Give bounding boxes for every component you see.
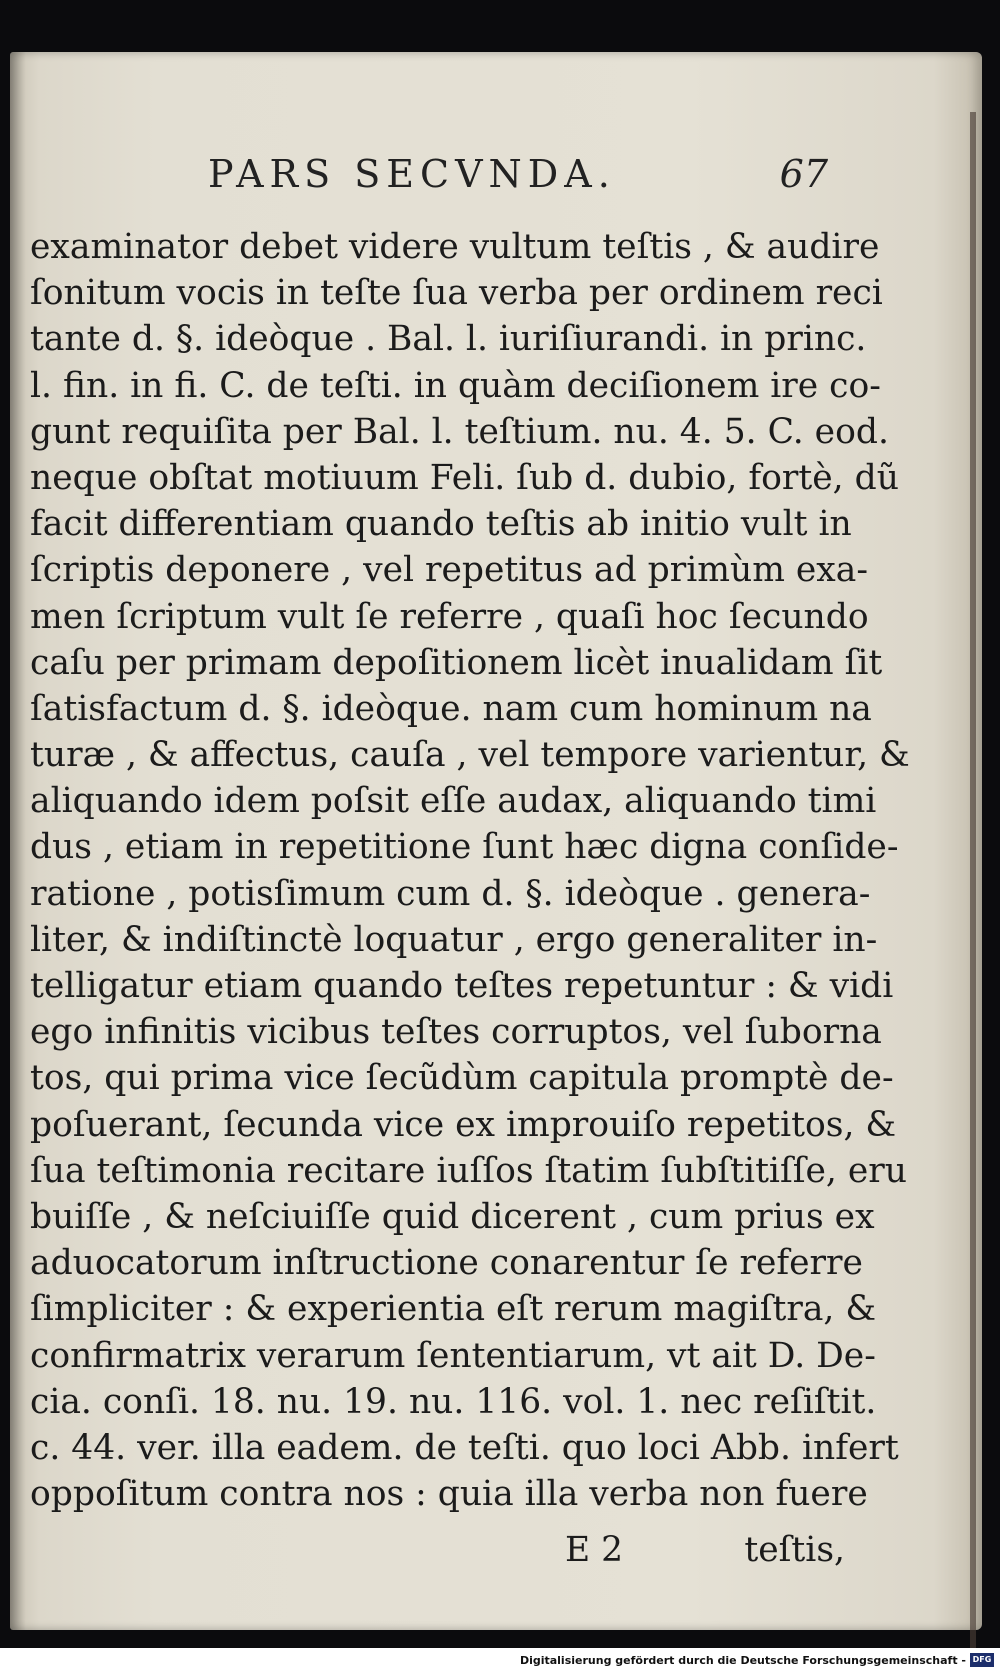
text-line: confirmatrix verarum ſententiarum, vt ait D. De- (30, 1335, 876, 1376)
text-line: oppoſitum contra nos : quia illa verba non fuere (30, 1474, 868, 1515)
text-line: ſcriptis deponere , vel repetitus ad primùm exa- (30, 550, 868, 591)
text-line: tante d. §. ideòque . Bal. l. iuriſiurandi. in princ. (30, 319, 867, 360)
text-line: ſua teſtimonia recitare iuſſos ſtatim ſubſtitiſſe, eru (30, 1150, 907, 1191)
text-line: liter, & indiſtinctè loquatur , ergo generaliter in- (30, 919, 878, 960)
text-line: men ſcriptum vult ſe referre , quaſi hoc ſecundo (30, 596, 869, 637)
page-number: 67 (779, 152, 828, 196)
text-line: facit differentiam quando teſtis ab initio vult in (30, 504, 852, 545)
text-line: examinator debet videre vultum teſtis , & audire (30, 227, 880, 267)
running-title: PARS SECVNDA. (208, 152, 616, 196)
text-line: cia. conſi. 18. nu. 19. nu. 116. vol. 1. nec reſiſtit. (30, 1381, 877, 1422)
text-line: c. 44. ver. illa eadem. de teſti. quo loci Abb. infert (30, 1427, 899, 1468)
text-line: tos, qui prima vice ſecũdùm capitula promptè de- (30, 1058, 894, 1099)
page-edge (970, 112, 976, 1672)
text-line: ſimpliciter : & experientia eſt rerum magiſtra, & (30, 1289, 877, 1330)
text-line: telligatur etiam quando teſtes repetuntur : & vidi (30, 966, 894, 1006)
text-line: poſuerant, ſecunda vice ex improuiſo repetitos, & (30, 1104, 897, 1145)
running-head (208, 152, 828, 204)
text-line: dus , etiam in repetitione ſunt hæc digna conſide- (30, 827, 899, 868)
text-line: gunt requiſita per Bal. l. teſtium. nu. 4. 5. C. eod. (30, 411, 889, 452)
text-line: l. fin. in fi. C. de teſti. in quàm deciſionem ire co- (30, 365, 881, 406)
footer-bar (0, 1648, 1000, 1677)
text-line: buiſſe , & neſciuiſſe quid dicerent , cum prius ex (30, 1196, 875, 1237)
catchword: teſtis, (744, 1530, 845, 1570)
text-line: caſu per primam depoſitionem licèt inualidam ſit (30, 642, 883, 683)
text-line: ego infinitis vicibus teſtes corruptos, vel ſuborna (30, 1012, 882, 1053)
text-line: aduocatorum inſtructione conarentur ſe referre (30, 1243, 863, 1284)
text-line: ſonitum vocis in teſte ſua verba per ordinem reci (30, 273, 883, 314)
text-line: ratione , potisſimum cum d. §. ideòque . genera- (30, 873, 871, 914)
text-line: neque obſtat motiuum Feli. ſub d. dubio, fortè, dũ (30, 457, 899, 498)
book-page (10, 52, 982, 1630)
gutter-shadow (10, 52, 26, 1630)
dfg-logo: DFG (970, 1653, 994, 1667)
text-line: turæ , & affectus, cauſa , vel tempore varientur, & (30, 735, 910, 776)
catchword-line (30, 1527, 845, 1573)
text-line: ſatisfactum d. §. ideòque. nam cum hominum na (30, 688, 872, 729)
footer-credit: Digitalisierung gefördert durch die Deutsche Forschungsgemeinschaft - (519, 1654, 966, 1667)
text-line: aliquando idem poſsit eſſe audax, aliquando timi (30, 781, 877, 822)
signature-mark: E 2 (565, 1530, 624, 1570)
body-text (30, 224, 910, 1517)
